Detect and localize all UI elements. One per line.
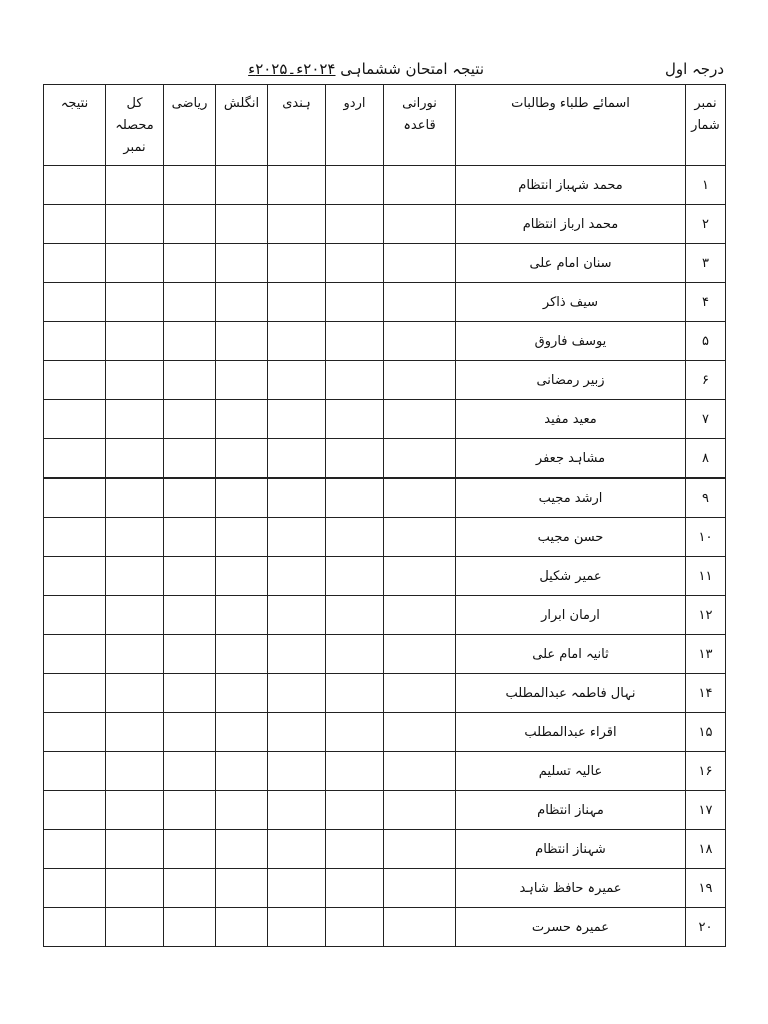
student-name-cell: معید مفید xyxy=(456,400,686,439)
serial-number-cell: ۸ xyxy=(686,439,726,479)
math-cell xyxy=(164,869,216,908)
noorani-qaida-cell xyxy=(384,752,456,791)
urdu-cell xyxy=(326,713,384,752)
student-name-cell: عالیہ تسلیم xyxy=(456,752,686,791)
result-cell xyxy=(44,713,106,752)
table-row xyxy=(44,244,726,283)
sheet-title xyxy=(248,56,484,82)
result-cell xyxy=(44,635,106,674)
noorani-qaida-cell xyxy=(384,908,456,947)
hindi-cell xyxy=(268,635,326,674)
table-row xyxy=(44,791,726,830)
result-cell xyxy=(44,322,106,361)
student-name-cell: سیف ذاکر xyxy=(456,283,686,322)
serial-number-cell: ۲۰ xyxy=(686,908,726,947)
serial-number-cell: ۹ xyxy=(686,478,726,518)
urdu-cell xyxy=(326,869,384,908)
serial-number-cell: ۶ xyxy=(686,361,726,400)
result-cell xyxy=(44,674,106,713)
total-marks-cell xyxy=(106,205,164,244)
student-name-cell: مہناز انتظام xyxy=(456,791,686,830)
serial-number-cell: ۱۹ xyxy=(686,869,726,908)
noorani-qaida-cell xyxy=(384,635,456,674)
math-cell xyxy=(164,713,216,752)
col-total-line1: کل xyxy=(126,96,143,111)
total-marks-cell xyxy=(106,557,164,596)
hindi-cell xyxy=(268,400,326,439)
student-name-cell: سنان امام علی xyxy=(456,244,686,283)
student-name-cell: عمیرہ حافظ شاہد xyxy=(456,869,686,908)
col-result: نتیجہ xyxy=(44,85,106,166)
serial-number-cell: ۱۲ xyxy=(686,596,726,635)
student-name-cell: عمیرہ حسرت xyxy=(456,908,686,947)
english-cell xyxy=(216,244,268,283)
total-marks-cell xyxy=(106,752,164,791)
english-cell xyxy=(216,869,268,908)
serial-number-cell: ۲ xyxy=(686,205,726,244)
result-cell xyxy=(44,518,106,557)
urdu-cell xyxy=(326,244,384,283)
hindi-cell xyxy=(268,557,326,596)
noorani-qaida-cell xyxy=(384,518,456,557)
english-cell xyxy=(216,205,268,244)
math-cell xyxy=(164,283,216,322)
serial-number-cell: ۱۰ xyxy=(686,518,726,557)
math-cell xyxy=(164,439,216,479)
noorani-qaida-cell xyxy=(384,322,456,361)
grade-label: درجہ اول xyxy=(664,60,724,78)
result-cell xyxy=(44,244,106,283)
urdu-cell xyxy=(326,791,384,830)
total-marks-cell xyxy=(106,674,164,713)
col-total-line2: محصلہ نمبر xyxy=(115,118,154,155)
table-row xyxy=(44,752,726,791)
urdu-cell xyxy=(326,752,384,791)
result-cell xyxy=(44,752,106,791)
student-name-cell: یوسف فاروق xyxy=(456,322,686,361)
col-serial-line1: نمبر xyxy=(694,96,717,111)
results-table-body xyxy=(44,166,726,947)
title-year: ۲۰۲۴ء۔۲۰۲۵ء xyxy=(248,60,336,78)
english-cell xyxy=(216,400,268,439)
total-marks-cell xyxy=(106,869,164,908)
sheet-header xyxy=(40,56,724,84)
urdu-cell xyxy=(326,361,384,400)
hindi-cell xyxy=(268,713,326,752)
result-cell xyxy=(44,869,106,908)
result-cell xyxy=(44,478,106,518)
student-name-cell: محمد شہباز انتظام xyxy=(456,166,686,205)
urdu-cell xyxy=(326,478,384,518)
total-marks-cell xyxy=(106,518,164,557)
table-row xyxy=(44,674,726,713)
math-cell xyxy=(164,557,216,596)
hindi-cell xyxy=(268,244,326,283)
serial-number-cell: ۱۷ xyxy=(686,791,726,830)
english-cell xyxy=(216,322,268,361)
title-text: نتیجہ امتحان ششماہی xyxy=(340,60,484,78)
total-marks-cell xyxy=(106,791,164,830)
hindi-cell xyxy=(268,166,326,205)
total-marks-cell xyxy=(106,283,164,322)
urdu-cell xyxy=(326,635,384,674)
table-row xyxy=(44,400,726,439)
english-cell xyxy=(216,635,268,674)
col-student-names: اسمائے طلباء وطالبات xyxy=(456,85,686,166)
math-cell xyxy=(164,244,216,283)
urdu-cell xyxy=(326,518,384,557)
result-cell xyxy=(44,596,106,635)
total-marks-cell xyxy=(106,635,164,674)
student-name-cell: مشاہد جعفر xyxy=(456,439,686,479)
total-marks-cell xyxy=(106,400,164,439)
english-cell xyxy=(216,908,268,947)
col-math: ریاضی xyxy=(164,85,216,166)
noorani-qaida-cell xyxy=(384,713,456,752)
table-row xyxy=(44,869,726,908)
result-cell xyxy=(44,166,106,205)
math-cell xyxy=(164,791,216,830)
english-cell xyxy=(216,596,268,635)
hindi-cell xyxy=(268,596,326,635)
student-name-cell: نہال فاطمہ عبدالمطلب xyxy=(456,674,686,713)
total-marks-cell xyxy=(106,830,164,869)
serial-number-cell: ۱۵ xyxy=(686,713,726,752)
student-name-cell: حسن مجیب xyxy=(456,518,686,557)
total-marks-cell xyxy=(106,244,164,283)
noorani-qaida-cell xyxy=(384,361,456,400)
col-hindi: ہندی xyxy=(268,85,326,166)
noorani-qaida-cell xyxy=(384,674,456,713)
total-marks-cell xyxy=(106,361,164,400)
total-marks-cell xyxy=(106,439,164,479)
col-english: انگلش xyxy=(216,85,268,166)
col-noorani-qaida: نورانی قاعدہ xyxy=(384,85,456,166)
math-cell xyxy=(164,361,216,400)
noorani-qaida-cell xyxy=(384,166,456,205)
english-cell xyxy=(216,557,268,596)
noorani-qaida-cell xyxy=(384,557,456,596)
student-name-cell: عمیر شکیل xyxy=(456,557,686,596)
noorani-qaida-cell xyxy=(384,244,456,283)
hindi-cell xyxy=(268,518,326,557)
noorani-qaida-cell xyxy=(384,830,456,869)
table-row xyxy=(44,361,726,400)
serial-number-cell: ۴ xyxy=(686,283,726,322)
table-row xyxy=(44,830,726,869)
noorani-qaida-cell xyxy=(384,400,456,439)
table-row xyxy=(44,908,726,947)
result-cell xyxy=(44,361,106,400)
english-cell xyxy=(216,518,268,557)
math-cell xyxy=(164,752,216,791)
table-row xyxy=(44,518,726,557)
total-marks-cell xyxy=(106,322,164,361)
math-cell xyxy=(164,596,216,635)
noorani-qaida-cell xyxy=(384,791,456,830)
serial-number-cell: ۱۱ xyxy=(686,557,726,596)
urdu-cell xyxy=(326,400,384,439)
hindi-cell xyxy=(268,439,326,479)
english-cell xyxy=(216,361,268,400)
col-urdu: اردو xyxy=(326,85,384,166)
col-serial-number xyxy=(686,85,726,166)
total-marks-cell xyxy=(106,713,164,752)
result-cell xyxy=(44,400,106,439)
math-cell xyxy=(164,635,216,674)
urdu-cell xyxy=(326,205,384,244)
result-cell xyxy=(44,439,106,479)
serial-number-cell: ۱۸ xyxy=(686,830,726,869)
hindi-cell xyxy=(268,205,326,244)
table-row xyxy=(44,635,726,674)
result-cell xyxy=(44,908,106,947)
math-cell xyxy=(164,908,216,947)
col-total-marks xyxy=(106,85,164,166)
noorani-qaida-cell xyxy=(384,205,456,244)
english-cell xyxy=(216,752,268,791)
english-cell xyxy=(216,713,268,752)
table-row xyxy=(44,205,726,244)
urdu-cell xyxy=(326,283,384,322)
serial-number-cell: ۱۶ xyxy=(686,752,726,791)
total-marks-cell xyxy=(106,166,164,205)
total-marks-cell xyxy=(106,596,164,635)
hindi-cell xyxy=(268,869,326,908)
results-table xyxy=(43,84,726,947)
math-cell xyxy=(164,518,216,557)
student-name-cell: ارمان ابرار xyxy=(456,596,686,635)
student-name-cell: زبیر رمضانی xyxy=(456,361,686,400)
hindi-cell xyxy=(268,361,326,400)
hindi-cell xyxy=(268,283,326,322)
student-name-cell: محمد ارباز انتظام xyxy=(456,205,686,244)
result-cell xyxy=(44,557,106,596)
english-cell xyxy=(216,674,268,713)
noorani-qaida-cell xyxy=(384,478,456,518)
urdu-cell xyxy=(326,830,384,869)
urdu-cell xyxy=(326,674,384,713)
urdu-cell xyxy=(326,439,384,479)
english-cell xyxy=(216,283,268,322)
serial-number-cell: ۷ xyxy=(686,400,726,439)
hindi-cell xyxy=(268,478,326,518)
english-cell xyxy=(216,439,268,479)
table-row xyxy=(44,166,726,205)
result-cell xyxy=(44,205,106,244)
noorani-qaida-cell xyxy=(384,283,456,322)
header-row xyxy=(44,85,726,166)
hindi-cell xyxy=(268,674,326,713)
urdu-cell xyxy=(326,166,384,205)
total-marks-cell xyxy=(106,908,164,947)
serial-number-cell: ۱۴ xyxy=(686,674,726,713)
noorani-qaida-cell xyxy=(384,596,456,635)
math-cell xyxy=(164,400,216,439)
english-cell xyxy=(216,166,268,205)
math-cell xyxy=(164,322,216,361)
math-cell xyxy=(164,166,216,205)
english-cell xyxy=(216,791,268,830)
student-name-cell: ارشد مجیب xyxy=(456,478,686,518)
english-cell xyxy=(216,830,268,869)
col-serial-line2: شمار xyxy=(691,118,720,133)
hindi-cell xyxy=(268,830,326,869)
hindi-cell xyxy=(268,752,326,791)
table-row xyxy=(44,283,726,322)
table-row xyxy=(44,557,726,596)
result-cell xyxy=(44,791,106,830)
student-name-cell: شہناز انتظام xyxy=(456,830,686,869)
english-cell xyxy=(216,478,268,518)
student-name-cell: اقراء عبدالمطلب xyxy=(456,713,686,752)
table-row xyxy=(44,713,726,752)
noorani-qaida-cell xyxy=(384,869,456,908)
urdu-cell xyxy=(326,596,384,635)
math-cell xyxy=(164,478,216,518)
serial-number-cell: ۱۳ xyxy=(686,635,726,674)
urdu-cell xyxy=(326,557,384,596)
math-cell xyxy=(164,205,216,244)
hindi-cell xyxy=(268,322,326,361)
noorani-qaida-cell xyxy=(384,439,456,479)
student-name-cell: ثانیہ امام علی xyxy=(456,635,686,674)
total-marks-cell xyxy=(106,478,164,518)
hindi-cell xyxy=(268,791,326,830)
table-row xyxy=(44,478,726,518)
serial-number-cell: ۳ xyxy=(686,244,726,283)
math-cell xyxy=(164,830,216,869)
table-row xyxy=(44,322,726,361)
urdu-cell xyxy=(326,322,384,361)
serial-number-cell: ۵ xyxy=(686,322,726,361)
serial-number-cell: ۱ xyxy=(686,166,726,205)
table-row xyxy=(44,439,726,479)
math-cell xyxy=(164,674,216,713)
table-row xyxy=(44,596,726,635)
result-cell xyxy=(44,830,106,869)
urdu-cell xyxy=(326,908,384,947)
hindi-cell xyxy=(268,908,326,947)
result-cell xyxy=(44,283,106,322)
